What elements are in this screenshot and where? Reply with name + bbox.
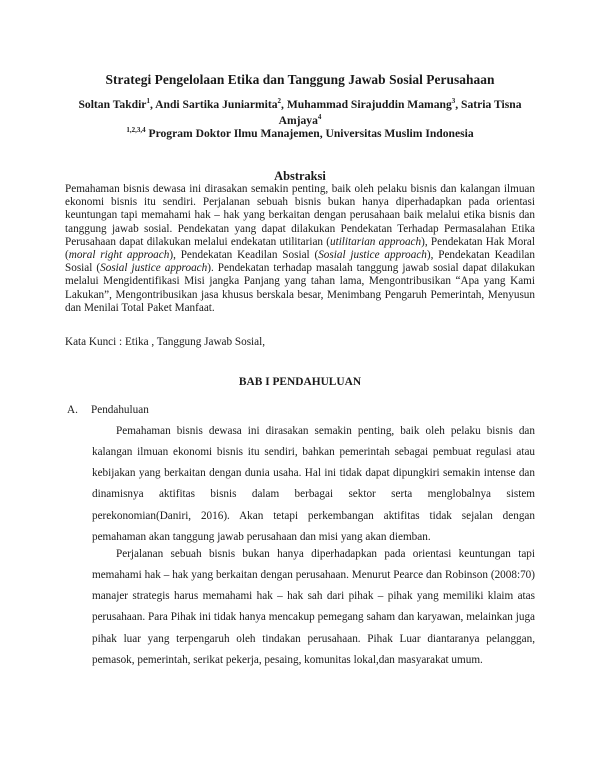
abstract-heading: Abstraksi <box>274 169 326 183</box>
author-name: , Muhammad Sirajuddin Mamang <box>281 97 452 111</box>
author-affil-mark: 1 <box>146 97 150 105</box>
abstract-italic-term: utilitarian approach <box>330 235 422 248</box>
author-name: , Satria Tisna Amjaya <box>278 97 522 128</box>
author-list <box>75 95 525 128</box>
body-paragraph <box>92 544 535 671</box>
affiliation <box>0 126 600 140</box>
author-affil-mark: 4 <box>317 113 322 122</box>
affiliation-marks: 1,2,3,4 <box>126 126 146 134</box>
body-paragraph <box>92 421 535 548</box>
abstract-italic-term: Sosial justice approach <box>100 262 208 275</box>
paragraph-text: Pemahaman bisnis dewasa ini dirasakan semakin penting, baik oleh pelaku bisnis dan kalangan ilmuan ekonomi bisnis itu sendiri, bahkan pemerintah sebagai pembuat regulasi atau kebijakan yang berkaitan dengan dunia usaha. Hal ini tidak dapat dipungkiri semakin intense dan dinamisnya aktifitas bisnis dalam berbagai sektor serta menglobalnya sistem perekonomian(Daniri, 2016). Akan tetapi perkembangan aktifitas tidak sejalan dengan pemahaman akan tanggung jawab perusahaan dan misi yang akan diemban. <box>92 425 535 543</box>
author-affil-mark: 3 <box>451 97 456 105</box>
abstract-text: Pemahaman bisnis dewasa ini dirasakan semakin penting, baik oleh pelaku bisnis dan kalangan ilmuan ekonomi bisnis itu sendiri. Perjalanan sebuah bisnis bukan hanya diperhadapkan pada orientasi keuntungan tapi memahami hak – hak yang berkaitan dengan perusahaan baik melalui etika bisnis dan tanggung jawab sosial. Pendekatan yang dapat dilakukan Pendekatan Terhadap Permasalahan Etika Perusahaan dapat dilakukan melalui endekatan utilitarian ( <box>65 183 535 248</box>
section-heading <box>67 404 149 416</box>
section-number: A. <box>67 404 78 416</box>
paragraph-text: Perjalanan sebuah bisnis bukan hanya diperhadapkan pada orientasi keuntungan tapi memahami hak – hak yang berkaitan dengan perusahaan. Menurut Pearce dan Robinson (2008:70) manajer strategis harus memahami hak – hak sah dari pihak – pihak yang memiliki klaim atas perusahaan. Para Pihak ini tidak hanya mencakup pemegang saham dan karyawan, melainkan juga pihak luar yang terpengaruh oleh tindakan perusahaan. Pihak Luar diantaranya pelanggan, pemasok, pemerintah, serikat pekerja, pesaing, komunitas lokal,dan masyarakat umum. <box>92 548 535 666</box>
abstract-text: ). Pendekatan terhadap masalah tanggung jawab sosial dapat dilakukan melalui Mengidentifikasi Misi jangka Panjang yang tahan lama, Mengontribusikan “Apa yang Kami Lakukan”, Mengontribusikan jasa khusus berskala besar, Menimbang Pengaruh Pemerintah, Menyusun dan Menilai Total Paket Manfaat. <box>65 262 535 314</box>
affiliation-text: Program Doktor Ilmu Manajemen, Universitas Muslim Indonesia <box>145 126 474 140</box>
chapter-heading: BAB I PENDAHULUAN <box>238 376 362 388</box>
author-affil-mark: 2 <box>277 97 282 105</box>
abstract-italic-term: Sosial justice approach <box>318 249 427 262</box>
abstract-italic-term: moral right approach <box>68 249 170 262</box>
section-label: Pendahuluan <box>91 404 149 416</box>
abstract-body <box>65 183 535 315</box>
author-name: Soltan Takdir <box>78 97 147 111</box>
keywords: Kata Kunci : Etika , Tanggung Jawab Sosial, <box>65 336 266 348</box>
paper-title: Strategi Pengelolaan Etika dan Tanggung Jawab Sosial Perusahaan <box>105 72 495 87</box>
abstract-text: ), Pendekatan Keadilan Sosial ( <box>169 249 319 262</box>
abstract-text: ), Pendekatan Keadilan Sosial ( <box>65 249 535 275</box>
author-name: , Andi Sartika Juniarmita <box>149 97 278 111</box>
abstract-text: ), Pendekatan Hak Moral ( <box>65 235 535 262</box>
